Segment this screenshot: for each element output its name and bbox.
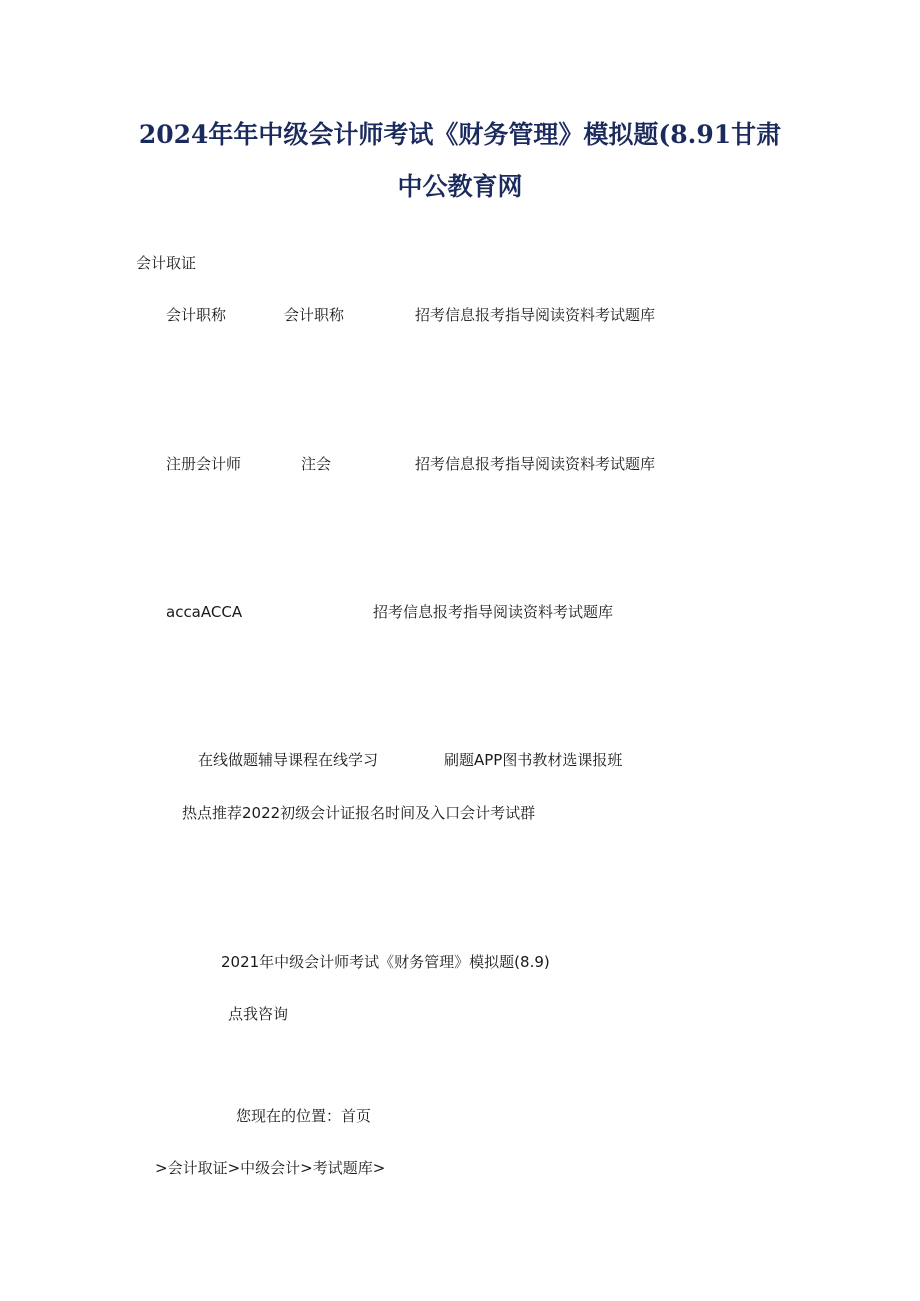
nav-row-1-short[interactable]: 会计职称 — [284, 306, 345, 324]
nav-row-2-short[interactable]: 注会 — [301, 455, 332, 473]
services-left-links[interactable]: 在线做题辅导课程在线学习 — [198, 751, 379, 769]
hot-recommend[interactable]: 热点推荐2022初级会计证报名时间及入口会计考试群 — [182, 804, 536, 822]
consult-link[interactable]: 点我咨询 — [228, 1005, 289, 1023]
category-link[interactable]: 会计取证 — [136, 254, 197, 272]
nav-row-1-name[interactable]: 会计职称 — [166, 306, 227, 324]
nav-row-3-links[interactable]: 招考信息报考指导阅读资料考试题库 — [373, 603, 614, 621]
services-right-links[interactable]: 刷题APP图书教材选课报班 — [444, 751, 623, 769]
location-label: 您现在的位置：首页 — [236, 1107, 372, 1125]
nav-row-1-links[interactable]: 招考信息报考指导阅读资料考试题库 — [415, 306, 656, 324]
page-title-line-1: 2024年年中级会计师考试《财务管理》模拟题(8.91甘肃 — [138, 120, 782, 149]
page-title-line-2: 中公教育网 — [397, 172, 523, 201]
breadcrumb[interactable]: >会计取证>中级会计>考试题库> — [155, 1159, 386, 1177]
article-title: 2021年中级会计师考试《财务管理》模拟题(8.9) — [221, 953, 550, 971]
nav-row-2-links[interactable]: 招考信息报考指导阅读资料考试题库 — [415, 455, 656, 473]
nav-row-2-name[interactable]: 注册会计师 — [166, 455, 242, 473]
nav-row-3-name[interactable]: accaACCA — [166, 603, 243, 621]
